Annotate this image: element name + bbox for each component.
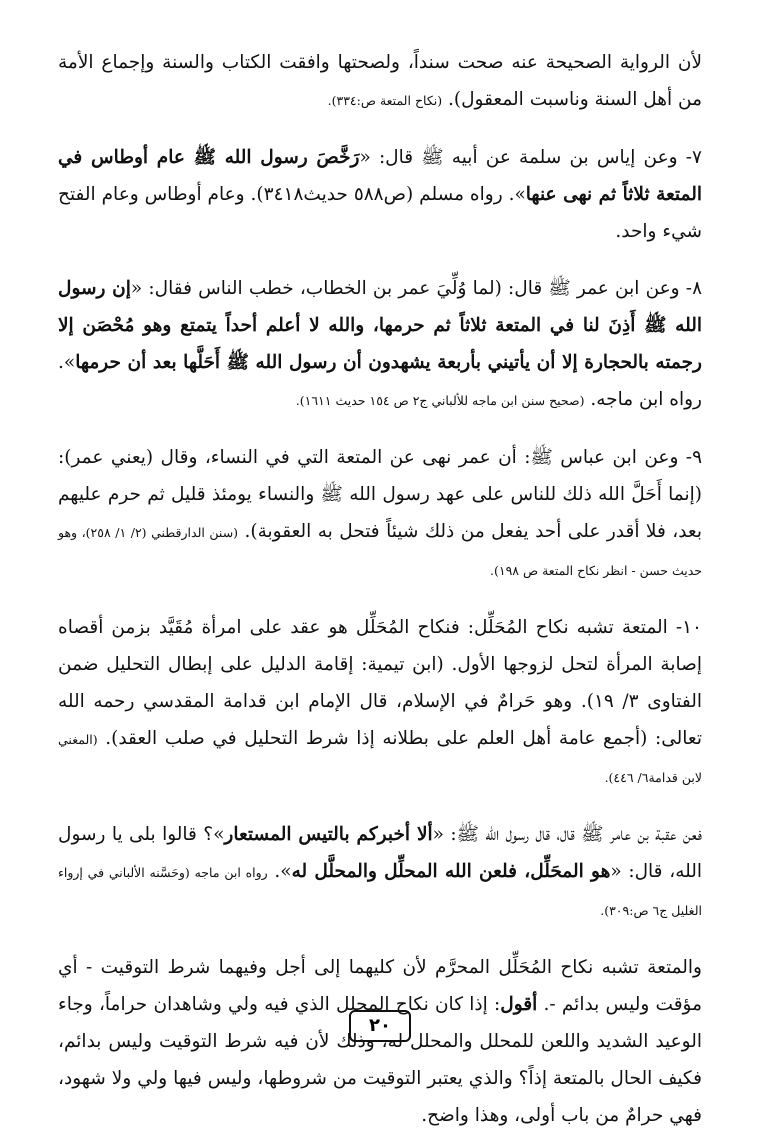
- p11-lead: فعن عقبة بن عامر ﷺ قال، قال رسول الله ﷺ: «: [432, 824, 702, 845]
- p12-tail: : إذا كان نكاح المحلل الذي فيه ولي وشاهدان حراماً، وجاء الوعيد الشديد واللعن للمحلل والمحلل له، وذلك لأن فيه شرط التوقيت وليس بدائم، فكيف الحال بالمتعة إذاً؟ والذي يعتبر التوقيت من شروطها، وليس فيها ولي ولا شهود، فهي حرامٌ من باب أولى، وهذا واضح.: [58, 994, 702, 1126]
- p10-reference: (المغني لابن قدامة٦/ ٤٤٦).: [58, 732, 702, 785]
- paragraph-7: [58, 139, 702, 250]
- p11-tail: ».: [274, 861, 292, 882]
- paragraph-intro: [58, 44, 702, 119]
- p7-hadith: رَخَّصَ رسول الله ﷺ عام أوطاس في المتعة ثلاثاً ثم نهى عنها: [58, 147, 702, 205]
- p11-hadith-answer: هو المحَلِّل، فلعن الله المحلِّل والمحلَّل له: [291, 861, 611, 882]
- p8-tail: ». رواه ابن ماجه.: [58, 352, 702, 410]
- paragraph-10: [58, 609, 702, 796]
- p11-middle: »؟ قالوا بلى يا رسول الله، قال: «: [58, 824, 703, 882]
- p8-reference: (صحيح سنن ابن ماجه للألباني ج٢ ص ١٥٤ حديث ١٦١١).: [295, 393, 585, 408]
- intro-text: لأن الرواية الصحيحة عنه صحت سنداً، ولصحتها وافقت الكتاب والسنة وإجماع الأمة من أهل السنة وناسبت المعقول).: [58, 52, 702, 110]
- p11-hadith-question: ألا أخبركم بالتيس المستعار: [224, 824, 433, 845]
- paragraph-8: [58, 270, 702, 419]
- p9-reference: (سنن الدارقطني (٢/ ١/ ٢٥٨)، وهو حديث حسن - انظر نكاح المتعة ص ١٩٨).: [58, 525, 702, 578]
- paragraph-11: [58, 816, 702, 929]
- p7-lead: ٧- وعن إياس بن سلمة عن أبيه ﷺ قال: «: [359, 147, 702, 168]
- page-footer: [0, 1010, 760, 1042]
- page-body: [58, 44, 703, 1126]
- p12-aqool: أقول: [500, 994, 538, 1015]
- p11-reference: رواه ابن ماجه (وحَسَّنه الألباني في إرواء الغليل ج٦ ص:٣٠٩).: [58, 865, 702, 918]
- p8-lead: ٨- وعن ابن عمر ﷺ قال: (لما وُلِّيَ عمر بن الخطاب، خطب الناس فقال: «: [130, 278, 702, 299]
- p8-hadith: إن رسول الله ﷺ أَذِنَ لنا في المتعة ثلاثاً ثم حرمها، والله لا أعلم أحداً يتمتع وهو مُحْصَن إلا رجمته بالحجارة إلا أن يأتيني بأربعة يشهدون أن رسول الله ﷺ أَحَلَّها بعد أن حرمها: [58, 278, 702, 373]
- p10-text: ١٠- المتعة تشبه نكاح المُحَلِّل: فنكاح المُحَلِّل هو عقد على امرأة مُقَيَّد بزمن أقصاه إصابة المرأة لتحل لزوجها الأول. (ابن تيمية: إقامة الدليل على إبطال التحليل ضمن الفتاوى ٣/ ١٩). وهو حَرامٌ في الإسلام، قال الإمام ابن قدامة المقدسي رحمه الله تعالى: (أجمع عامة أهل العلم على بطلانه إذا شرط التحليل في صلب العقد).: [58, 617, 702, 749]
- paragraph-9: [58, 439, 702, 589]
- page-number: ٢٠: [349, 1010, 411, 1042]
- p9-text: ٩- وعن ابن عباس ﷺ: أن عمر نهى عن المتعة التي في النساء، وقال (يعني عمر): (إنما أَحَلَّ الله ذلك للناس على عهد رسول الله ﷺ والنساء يومئذ قليل ثم حرم عليهم بعد، فلا أقدر على أحد يفعل من ذلك شيئاً فتحل به العقوبة).: [58, 447, 703, 542]
- intro-reference: (نكاح المتعة ص:٣٣٤).: [327, 93, 443, 108]
- p12-lead: والمتعة تشبه نكاح المُحَلِّل المحرَّم لأن كليهما إلى أجل وفيهما شرط التوقيت - أي مؤقت وليس بدائم -.: [58, 957, 703, 1015]
- p7-tail: ». رواه مسلم (ص٥٨٨ حديث٣٤١٨). وعام أوطاس وعام الفتح شيء واحد.: [58, 184, 702, 242]
